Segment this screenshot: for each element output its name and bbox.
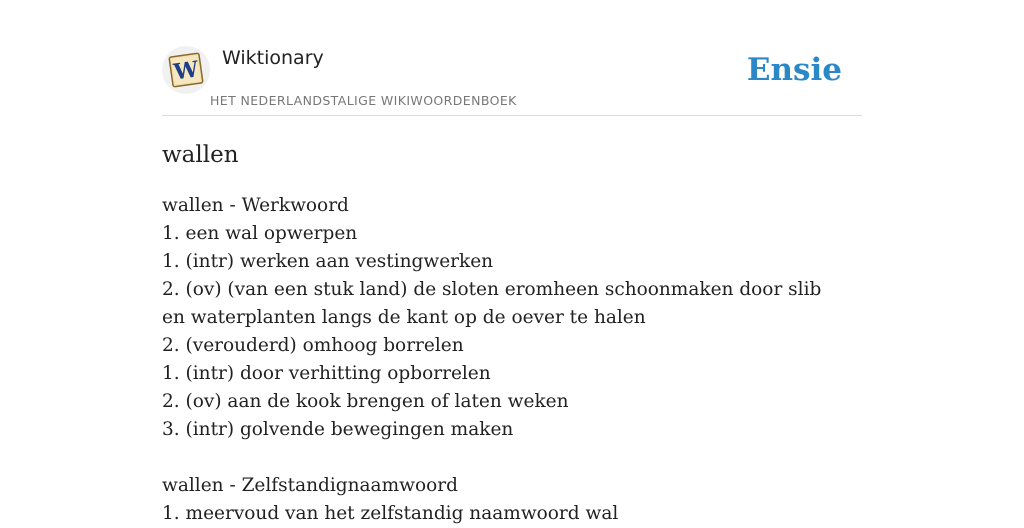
site-subtitle: HET NEDERLANDSTALIGE WIKIWOORDENBOEK bbox=[210, 93, 517, 108]
page bbox=[162, 0, 862, 524]
definition-line: 1. (intr) werken aan vestingwerken bbox=[162, 251, 494, 272]
definition-line: 3. (intr) golvende bewegingen maken bbox=[162, 419, 514, 440]
entry-title: wallen bbox=[162, 142, 239, 168]
definition-line: 2. (ov) (van een stuk land) de sloten eromheen schoonmaken door slib en waterplanten langs de kant op de oever te halen bbox=[162, 279, 822, 328]
section-heading: wallen - Zelfstandignaamwoord bbox=[162, 475, 458, 496]
logo-tile bbox=[168, 52, 204, 88]
entry-content bbox=[162, 192, 822, 528]
site-header bbox=[162, 0, 862, 116]
definition-line: 1. (intr) door verhitting opborrelen bbox=[162, 363, 491, 384]
brand-logo[interactable]: Ensie bbox=[746, 52, 842, 88]
definition-line: 2. (ov) aan de kook brengen of laten weken bbox=[162, 391, 569, 412]
section-spacer bbox=[162, 444, 822, 472]
section-heading: wallen - Werkwoord bbox=[162, 195, 349, 216]
site-name[interactable]: Wiktionary bbox=[222, 47, 324, 69]
logo-letter: W bbox=[172, 56, 201, 86]
definition-line: 1. meervoud van het zelfstandig naamwoord wal bbox=[162, 503, 619, 524]
wiktionary-logo-icon[interactable] bbox=[162, 46, 210, 94]
definition-line: 2. (verouderd) omhoog borrelen bbox=[162, 335, 464, 356]
definition-line: 1. een wal opwerpen bbox=[162, 223, 358, 244]
